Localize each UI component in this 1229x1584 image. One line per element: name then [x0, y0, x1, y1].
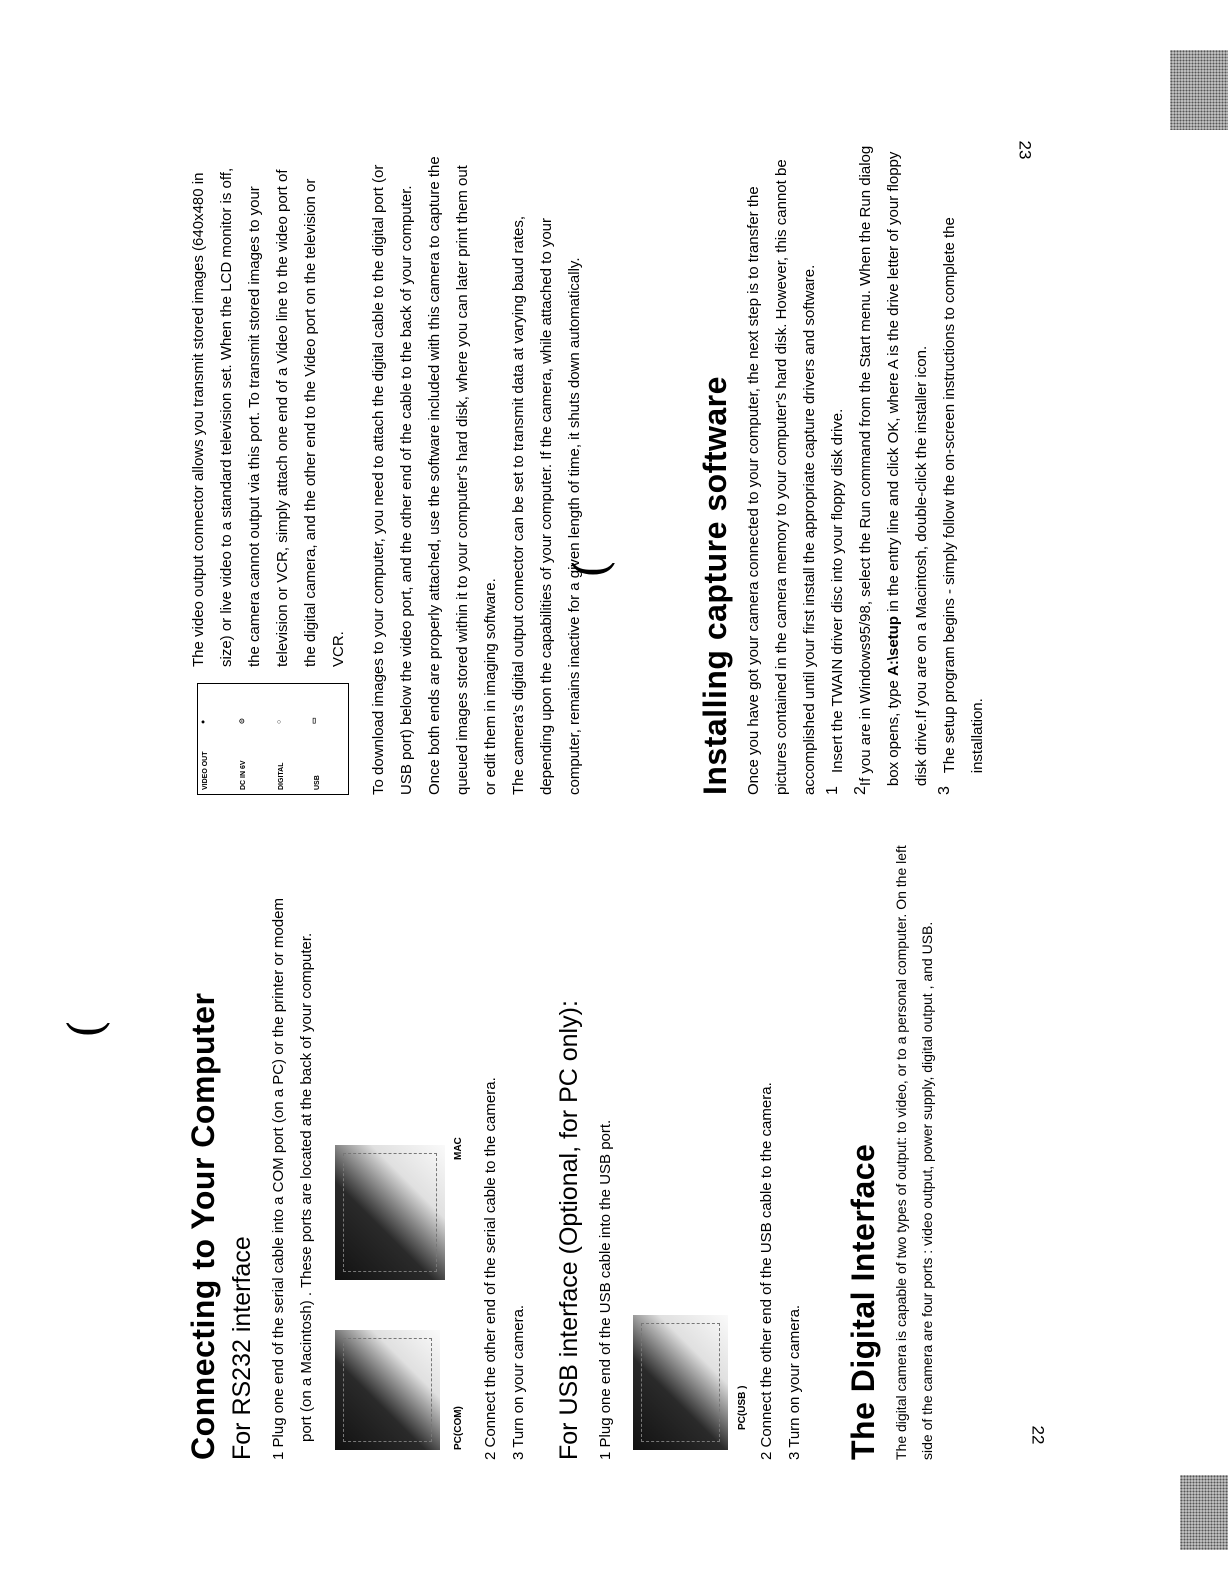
dc-port-icon: ⊙ — [239, 718, 246, 724]
install-step-2-part-a: If you are in Windows95/98, select the Run command from the Start menu. When the Run dialog box opens, type — [857, 145, 902, 787]
install-step-2-text — [852, 145, 936, 786]
usb-heading: For USB interface (Optional, for PC only): — [555, 1000, 583, 1460]
binding-mark-bottom: ) — [61, 1019, 118, 1039]
video-port-icon: ● — [200, 719, 207, 724]
port-label-dc: DC IN 6V — [240, 760, 247, 790]
install-intro: Once you have got your camera connected to your computer, the next step is to transfer the pictures contained in the camera memory to your computer's hard disk. However, this cannot be accomplished until your first install the appropriate capture drivers and software. — [745, 159, 818, 795]
connecting-title: Connecting to Your Computer — [185, 992, 221, 1460]
photo-pc-usb — [633, 1315, 728, 1450]
rs232-step-2: 2 Connect the other end of the serial cable to the camera. — [482, 1077, 499, 1460]
install-step-1-text: Insert the TWAIN driver disc into your floppy disk drive. — [829, 408, 846, 773]
photo-pc-com — [335, 1330, 440, 1450]
digital-port-icon: ○ — [276, 719, 283, 724]
page-number-right: 23 — [1015, 140, 1035, 160]
right-page-content — [185, 145, 1025, 795]
port-label-usb: USB — [314, 775, 321, 790]
photo-pc-usb-caption: PC(USB ) — [737, 1385, 748, 1430]
usb-port-icon: ▭ — [311, 717, 318, 724]
step-number-3: 3 — [936, 786, 953, 795]
usb-step-1: 1 Plug one end of the USB cable into the USB port. — [597, 1119, 614, 1460]
step-number-1: 1 — [824, 786, 841, 795]
setup-command: A:\setup — [885, 616, 902, 677]
usb-step-3: 3 Turn on your camera. — [786, 1304, 803, 1460]
rs232-heading: For RS232 interface — [228, 1236, 256, 1460]
baud-rate-paragraph: The camera's digital output connector can be set to transmit data at varying baud rates, depending upon the capabilities of your computer. If the camera, while attached to your computer, remains inactive for a given length of time, it shuts down automatically. — [510, 215, 583, 795]
install-step-2-part-b: in the entry line and click OK, where A is the drive letter of your floppy disk drive.If you are on a Macintosh, double-click the installer icon. — [885, 151, 930, 787]
video-output-paragraph: The video output connector allows you transmit stored images (640x480 in size) or live video to a standard television set. When the LCD monitor is off, the camera cannot output via this port. To transmit stored images to your television or VCR, simply attach one end of a Video line to the video port of the digital camera, and the other end to the Video port on the television or VCR. — [190, 167, 347, 667]
photo-mac — [335, 1145, 445, 1280]
photo-mac-caption: MAC — [453, 1137, 464, 1160]
digital-interface-title: The Digital Interface — [845, 1143, 881, 1460]
install-step-1 — [824, 145, 852, 795]
download-paragraph: To download images to your computer, you need to attach the digital cable to the digital port (or USB port) below the video port, and the other end of the cable to the back of your computer. Once both ends are properly attached, use the software included with this camera to capture the queued images stored within it to your computer's hard disk, where you can later print them out or edit them in imaging software. — [370, 156, 499, 795]
photo-pc-com-caption: PC(COM) — [453, 1406, 464, 1450]
installing-capture-title: Installing capture software — [697, 376, 733, 795]
install-step-3 — [936, 145, 992, 795]
install-step-3-text: The setup program begins - simply follow the on-screen instructions to complete the installation. — [941, 217, 986, 774]
port-label-digital: DIGITAL — [278, 762, 285, 790]
rs232-step-3: 3 Turn on your camera. — [510, 1304, 527, 1460]
digital-interface-text: The digital camera is capable of two types of output: to video, or to a personal computer. On the left side of the camera are four ports : video output, power supply, digital output , and USB. — [893, 845, 935, 1460]
install-step-2 — [852, 145, 936, 795]
rs232-step-1: 1 Plug one end of the serial cable into a COM port (on a PC) or the printer or modem port (on a Macintosh) . These ports are located at the back of your computer. — [270, 898, 315, 1460]
halftone-tab-top — [1170, 50, 1228, 130]
usb-step-2: 2 Connect the other end of the USB cable to the camera. — [758, 1082, 775, 1460]
port-label-video: VIDEO OUT — [202, 751, 209, 790]
step-number-2: 2 — [852, 786, 869, 795]
left-page-content — [185, 810, 985, 1460]
page-number-left: 22 — [1028, 1425, 1048, 1445]
halftone-tab-bottom — [1180, 1475, 1228, 1550]
port-diagram — [197, 683, 349, 795]
binding-mark-top: ) — [566, 559, 623, 579]
